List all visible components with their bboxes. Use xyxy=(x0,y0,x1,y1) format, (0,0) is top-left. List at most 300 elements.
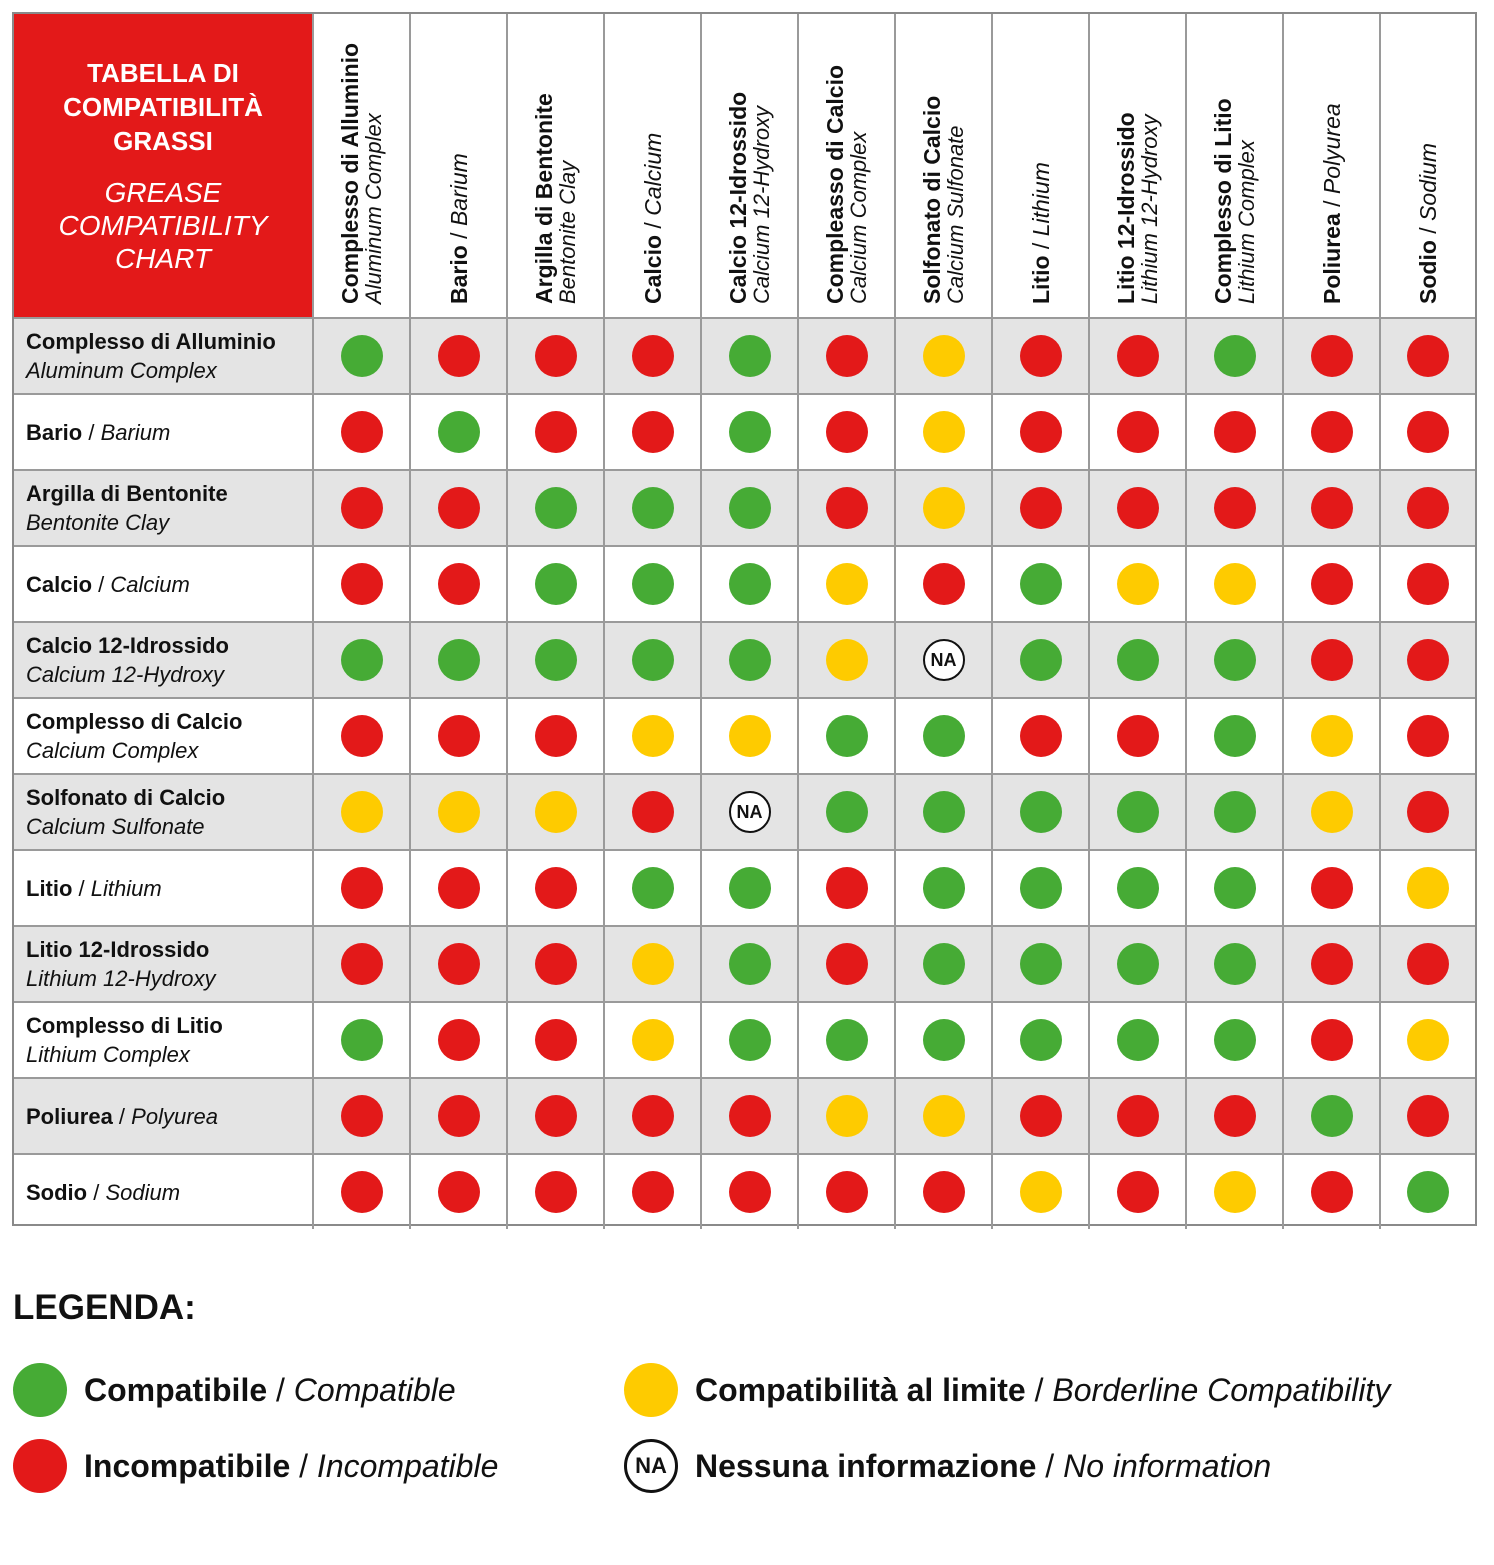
title-italian xyxy=(33,56,293,158)
status-dot-icon xyxy=(826,487,868,529)
status-dot-icon xyxy=(1407,1019,1449,1061)
table-cell xyxy=(700,547,797,621)
status-dot-icon xyxy=(535,1019,577,1061)
table-title xyxy=(14,14,312,317)
status-dot-icon xyxy=(1407,639,1449,681)
status-dot-icon xyxy=(1020,639,1062,681)
table-cell xyxy=(1379,395,1475,469)
table-cell xyxy=(312,851,409,925)
status-dot-icon xyxy=(826,1019,868,1061)
table-cell xyxy=(409,851,506,925)
table-cell xyxy=(894,319,991,393)
status-dot-icon xyxy=(1020,1095,1062,1137)
status-dot-icon xyxy=(826,639,868,681)
status-dot-icon xyxy=(341,411,383,453)
table-cell xyxy=(991,699,1088,773)
status-dot-icon xyxy=(729,335,771,377)
status-dot-icon xyxy=(535,1095,577,1137)
status-dot-icon xyxy=(341,791,383,833)
column-header xyxy=(506,14,603,317)
status-dot-icon xyxy=(826,867,868,909)
no-info-marker: NA xyxy=(729,791,771,833)
status-dot-icon xyxy=(1117,1171,1159,1213)
row-label-english: Calcium 12-Hydroxy xyxy=(26,662,225,687)
column-label-line xyxy=(1029,162,1053,304)
status-dot-icon xyxy=(826,563,868,605)
status-dot-icon xyxy=(1311,335,1353,377)
column-header xyxy=(409,14,506,317)
table-cell xyxy=(991,775,1088,849)
status-dot-icon xyxy=(438,639,480,681)
table-cell xyxy=(797,623,894,697)
status-dot-icon xyxy=(438,411,480,453)
row-label-english: Calcium Sulfonate xyxy=(26,814,205,839)
row-label xyxy=(26,1079,311,1153)
table-cell xyxy=(1185,775,1282,849)
row-label-italian: Complesso di Alluminio xyxy=(26,329,276,354)
table-cell xyxy=(700,319,797,393)
status-dot-icon xyxy=(535,487,577,529)
table-cell xyxy=(1185,851,1282,925)
row-label-italian: Calcio 12-Idrossido xyxy=(26,633,229,658)
status-dot-icon xyxy=(1020,715,1062,757)
status-dot-icon xyxy=(438,943,480,985)
table-cell xyxy=(1185,1155,1282,1229)
status-dot-icon xyxy=(1214,1019,1256,1061)
legend-item xyxy=(13,1363,456,1417)
status-dot-icon xyxy=(1311,791,1353,833)
table-cell xyxy=(700,699,797,773)
table-cell xyxy=(700,927,797,1001)
status-dot-icon xyxy=(826,943,868,985)
legend-separator: / xyxy=(1036,1447,1064,1484)
table-row xyxy=(14,469,1475,545)
column-label-separator: / xyxy=(639,215,666,235)
status-dot-icon xyxy=(535,1171,577,1213)
table-cell xyxy=(700,851,797,925)
legend-dot-icon xyxy=(13,1363,67,1417)
status-dot-icon xyxy=(923,715,965,757)
table-cell xyxy=(1379,547,1475,621)
row-label-separator: / xyxy=(87,1179,106,1205)
table-cell xyxy=(409,699,506,773)
status-dot-icon xyxy=(632,335,674,377)
status-dot-icon xyxy=(826,1095,868,1137)
status-dot-icon xyxy=(1214,791,1256,833)
row-label-line xyxy=(26,1102,311,1131)
title-english xyxy=(33,176,293,275)
column-header-label xyxy=(1320,103,1344,304)
table-cell xyxy=(603,851,700,925)
table-cell xyxy=(409,547,506,621)
status-dot-icon xyxy=(1311,639,1353,681)
status-dot-icon xyxy=(1311,867,1353,909)
table-cell xyxy=(1185,1079,1282,1153)
status-dot-icon xyxy=(1020,943,1062,985)
status-dot-icon xyxy=(729,1171,771,1213)
column-label-english: Aluminum Complex xyxy=(360,113,386,304)
table-cell xyxy=(797,1079,894,1153)
table-cell xyxy=(1282,1003,1379,1077)
status-dot-icon xyxy=(535,411,577,453)
table-cell xyxy=(894,699,991,773)
table-cell xyxy=(700,471,797,545)
legend-label-italian: Nessuna informazione xyxy=(695,1447,1037,1484)
status-dot-icon xyxy=(1214,943,1256,985)
title-it-line: COMPATIBILITÀ xyxy=(63,92,263,122)
status-dot-icon xyxy=(923,335,965,377)
status-dot-icon xyxy=(1407,487,1449,529)
row-label-english: Lithium Complex xyxy=(26,1042,190,1067)
status-dot-icon xyxy=(438,487,480,529)
column-label-separator: / xyxy=(445,226,472,246)
table-cell xyxy=(797,1155,894,1229)
status-dot-icon xyxy=(729,943,771,985)
table-cell xyxy=(894,1155,991,1229)
status-dot-icon xyxy=(535,791,577,833)
column-header-label xyxy=(338,43,386,304)
table-cell xyxy=(1379,1079,1475,1153)
row-label xyxy=(26,319,311,393)
status-dot-icon xyxy=(1020,867,1062,909)
column-label-separator: / xyxy=(1027,236,1054,256)
table-cell xyxy=(700,1155,797,1229)
status-dot-icon xyxy=(1214,1095,1256,1137)
table-cell xyxy=(894,471,991,545)
table-cell xyxy=(1379,623,1475,697)
table-cell xyxy=(506,319,603,393)
status-dot-icon xyxy=(341,563,383,605)
table-cell xyxy=(1088,1155,1185,1229)
row-label xyxy=(26,471,311,545)
table-cell xyxy=(1088,395,1185,469)
column-label-english: Calcium xyxy=(639,132,666,216)
status-dot-icon xyxy=(1117,943,1159,985)
legend-separator: / xyxy=(290,1447,317,1484)
status-dot-icon xyxy=(1117,563,1159,605)
row-label-line xyxy=(26,1178,311,1207)
table-cell xyxy=(603,699,700,773)
table-cell xyxy=(894,851,991,925)
status-dot-icon xyxy=(923,487,965,529)
table-row xyxy=(14,849,1475,925)
legend-label-english: Incompatible xyxy=(316,1447,499,1484)
row-label-italian: Complesso di Calcio xyxy=(26,709,243,734)
column-label-english: Calcium 12-Hydroxy xyxy=(748,105,774,304)
status-dot-icon xyxy=(923,943,965,985)
title-it-line: GRASSI xyxy=(113,126,213,156)
table-cell xyxy=(603,927,700,1001)
table-cell xyxy=(603,395,700,469)
compatibility-table xyxy=(12,12,1477,1226)
table-row xyxy=(14,1077,1475,1153)
table-cell xyxy=(409,471,506,545)
legend-label-italian: Compatibile xyxy=(84,1371,268,1408)
status-dot-icon xyxy=(632,867,674,909)
status-dot-icon xyxy=(1117,411,1159,453)
table-cell xyxy=(603,775,700,849)
status-dot-icon xyxy=(632,943,674,985)
status-dot-icon xyxy=(438,715,480,757)
status-dot-icon xyxy=(535,639,577,681)
status-dot-icon xyxy=(1407,411,1449,453)
table-cell xyxy=(797,775,894,849)
column-label-italian: Litio xyxy=(1027,255,1054,304)
status-dot-icon xyxy=(826,335,868,377)
table-cell xyxy=(506,699,603,773)
column-header xyxy=(700,14,797,317)
no-info-icon: NA xyxy=(624,1439,678,1493)
status-dot-icon xyxy=(632,791,674,833)
status-dot-icon xyxy=(923,1095,965,1137)
status-dot-icon xyxy=(1020,563,1062,605)
no-info-marker: NA xyxy=(923,639,965,681)
table-cell xyxy=(1282,1079,1379,1153)
status-dot-icon xyxy=(1214,1171,1256,1213)
status-dot-icon xyxy=(826,411,868,453)
status-dot-icon xyxy=(1407,1171,1449,1213)
status-dot-icon xyxy=(1117,791,1159,833)
status-dot-icon xyxy=(1214,335,1256,377)
status-dot-icon xyxy=(826,791,868,833)
table-cell xyxy=(1088,1003,1185,1077)
status-dot-icon xyxy=(632,487,674,529)
row-label-english: Calcium Complex xyxy=(26,738,199,763)
status-dot-icon xyxy=(632,1019,674,1061)
table-cell xyxy=(1379,775,1475,849)
status-dot-icon xyxy=(632,411,674,453)
table-cell xyxy=(312,1155,409,1229)
table-cell xyxy=(700,623,797,697)
table-cell xyxy=(1088,547,1185,621)
column-header xyxy=(1088,14,1185,317)
column-label-italian: Calcio 12-Idrossido xyxy=(724,91,751,304)
status-dot-icon xyxy=(341,335,383,377)
table-cell xyxy=(797,927,894,1001)
status-dot-icon xyxy=(535,867,577,909)
status-dot-icon xyxy=(1407,1095,1449,1137)
legend-label-italian: Compatibilità al limite xyxy=(695,1371,1026,1408)
column-label-english: Calcium Complex xyxy=(845,131,871,304)
status-dot-icon xyxy=(826,1171,868,1213)
row-label-italian: Litio 12-Idrossido xyxy=(26,937,210,962)
table-cell xyxy=(991,623,1088,697)
table-row xyxy=(14,545,1475,621)
title-it-line: TABELLA DI xyxy=(87,58,239,88)
table-cell xyxy=(312,547,409,621)
status-dot-icon xyxy=(1407,563,1449,605)
row-label-italian: Complesso di Litio xyxy=(26,1013,223,1038)
column-label-english: Calcium Sulfonate xyxy=(942,125,968,304)
row-label-italian: Argilla di Bentonite xyxy=(26,481,228,506)
status-dot-icon xyxy=(729,867,771,909)
table-cell xyxy=(991,927,1088,1001)
row-label-separator: / xyxy=(72,875,91,901)
column-label-english: Barium xyxy=(445,153,472,227)
table-cell xyxy=(603,471,700,545)
table-cell xyxy=(1379,927,1475,1001)
table-cell xyxy=(1379,699,1475,773)
column-header-label xyxy=(1416,143,1440,304)
table-cell xyxy=(1379,851,1475,925)
status-dot-icon xyxy=(1311,563,1353,605)
row-label xyxy=(26,547,311,621)
column-label-line xyxy=(1416,143,1440,304)
table-cell xyxy=(506,927,603,1001)
table-cell xyxy=(506,547,603,621)
row-label-english: Bentonite Clay xyxy=(26,510,170,535)
column-label-line xyxy=(1320,103,1344,304)
column-header xyxy=(1379,14,1475,317)
status-dot-icon xyxy=(1020,411,1062,453)
status-dot-icon xyxy=(729,1019,771,1061)
status-dot-icon xyxy=(1407,715,1449,757)
table-cell xyxy=(312,471,409,545)
status-dot-icon xyxy=(826,715,868,757)
table-cell xyxy=(1379,471,1475,545)
status-dot-icon xyxy=(535,715,577,757)
table-row xyxy=(14,697,1475,773)
status-dot-icon xyxy=(535,335,577,377)
table-cell xyxy=(1185,699,1282,773)
column-label-line xyxy=(447,153,471,304)
row-label-separator: / xyxy=(82,419,101,445)
table-cell xyxy=(409,1003,506,1077)
table-cell xyxy=(1088,623,1185,697)
table-cell xyxy=(700,1079,797,1153)
status-dot-icon xyxy=(535,563,577,605)
table-cell xyxy=(1282,851,1379,925)
legend-dot-icon xyxy=(624,1363,678,1417)
status-dot-icon xyxy=(923,563,965,605)
table-cell xyxy=(1282,547,1379,621)
table-cell xyxy=(603,547,700,621)
table-cell xyxy=(1282,395,1379,469)
status-dot-icon xyxy=(1117,867,1159,909)
row-label xyxy=(26,927,311,1001)
status-dot-icon xyxy=(729,563,771,605)
status-dot-icon xyxy=(632,639,674,681)
status-dot-icon xyxy=(632,563,674,605)
column-label-italian: Poliurea xyxy=(1318,213,1345,304)
table-cell xyxy=(991,851,1088,925)
table-cell xyxy=(312,395,409,469)
row-label-italian: Poliurea xyxy=(26,1103,113,1129)
column-label-english: Polyurea xyxy=(1318,103,1345,195)
legend-separator: / xyxy=(1025,1371,1053,1408)
row-label-line xyxy=(26,418,311,447)
table-cell xyxy=(1282,471,1379,545)
status-dot-icon xyxy=(1020,335,1062,377)
table-cell xyxy=(506,1155,603,1229)
table-row xyxy=(14,621,1475,697)
table-cell xyxy=(312,1079,409,1153)
table-cell xyxy=(797,547,894,621)
table-cell xyxy=(991,395,1088,469)
status-dot-icon xyxy=(1214,487,1256,529)
table-cell xyxy=(603,1079,700,1153)
table-cell xyxy=(506,1003,603,1077)
table-cell xyxy=(991,319,1088,393)
status-dot-icon xyxy=(632,1171,674,1213)
table-cell xyxy=(894,623,991,697)
table-cell xyxy=(603,319,700,393)
table-cell xyxy=(312,623,409,697)
table-row xyxy=(14,1001,1475,1077)
status-dot-icon xyxy=(1117,1095,1159,1137)
table-cell xyxy=(409,1079,506,1153)
table-cell xyxy=(1088,1079,1185,1153)
row-label xyxy=(26,775,311,849)
table-cell xyxy=(797,319,894,393)
table-cell xyxy=(1379,1155,1475,1229)
table-row xyxy=(14,393,1475,469)
table-cell xyxy=(409,395,506,469)
row-label-english: Barium xyxy=(100,419,171,445)
table-cell xyxy=(991,1155,1088,1229)
legend-label-english: No information xyxy=(1063,1447,1272,1484)
table-cell xyxy=(312,319,409,393)
row-label-separator: / xyxy=(92,571,111,597)
status-dot-icon xyxy=(341,639,383,681)
column-header-label xyxy=(447,153,471,304)
table-cell xyxy=(312,699,409,773)
column-header-label xyxy=(1029,162,1053,304)
table-cell xyxy=(991,1079,1088,1153)
table-cell xyxy=(894,1079,991,1153)
status-dot-icon xyxy=(438,1095,480,1137)
table-cell xyxy=(1379,319,1475,393)
legend-label-english: Compatible xyxy=(293,1371,456,1408)
status-dot-icon xyxy=(438,1171,480,1213)
status-dot-icon xyxy=(1214,411,1256,453)
table-cell xyxy=(797,471,894,545)
table-cell xyxy=(603,1003,700,1077)
status-dot-icon xyxy=(535,943,577,985)
status-dot-icon xyxy=(341,943,383,985)
row-label-italian: Calcio xyxy=(26,571,93,597)
table-cell xyxy=(409,775,506,849)
table-cell xyxy=(1185,395,1282,469)
table-cell xyxy=(506,775,603,849)
row-label-italian: Sodio xyxy=(26,1179,88,1205)
row-label xyxy=(26,623,311,697)
status-dot-icon xyxy=(923,411,965,453)
legend-item xyxy=(624,1439,1271,1493)
table-cell xyxy=(1185,471,1282,545)
table-cell xyxy=(1088,851,1185,925)
column-header-label xyxy=(641,133,665,304)
status-dot-icon xyxy=(341,867,383,909)
status-dot-icon xyxy=(438,791,480,833)
column-header xyxy=(797,14,894,317)
column-label-line xyxy=(641,133,665,304)
row-label-italian: Bario xyxy=(26,419,83,445)
table-cell xyxy=(1088,319,1185,393)
table-cell xyxy=(700,775,797,849)
table-cell xyxy=(1185,547,1282,621)
status-dot-icon xyxy=(729,487,771,529)
title-en-line: CHART xyxy=(115,243,211,274)
status-dot-icon xyxy=(1407,335,1449,377)
status-dot-icon xyxy=(1311,1171,1353,1213)
status-dot-icon xyxy=(1214,867,1256,909)
status-dot-icon xyxy=(632,715,674,757)
table-cell xyxy=(312,927,409,1001)
column-label-english: Bentonite Clay xyxy=(554,160,580,304)
status-dot-icon xyxy=(438,563,480,605)
table-cell xyxy=(1282,927,1379,1001)
